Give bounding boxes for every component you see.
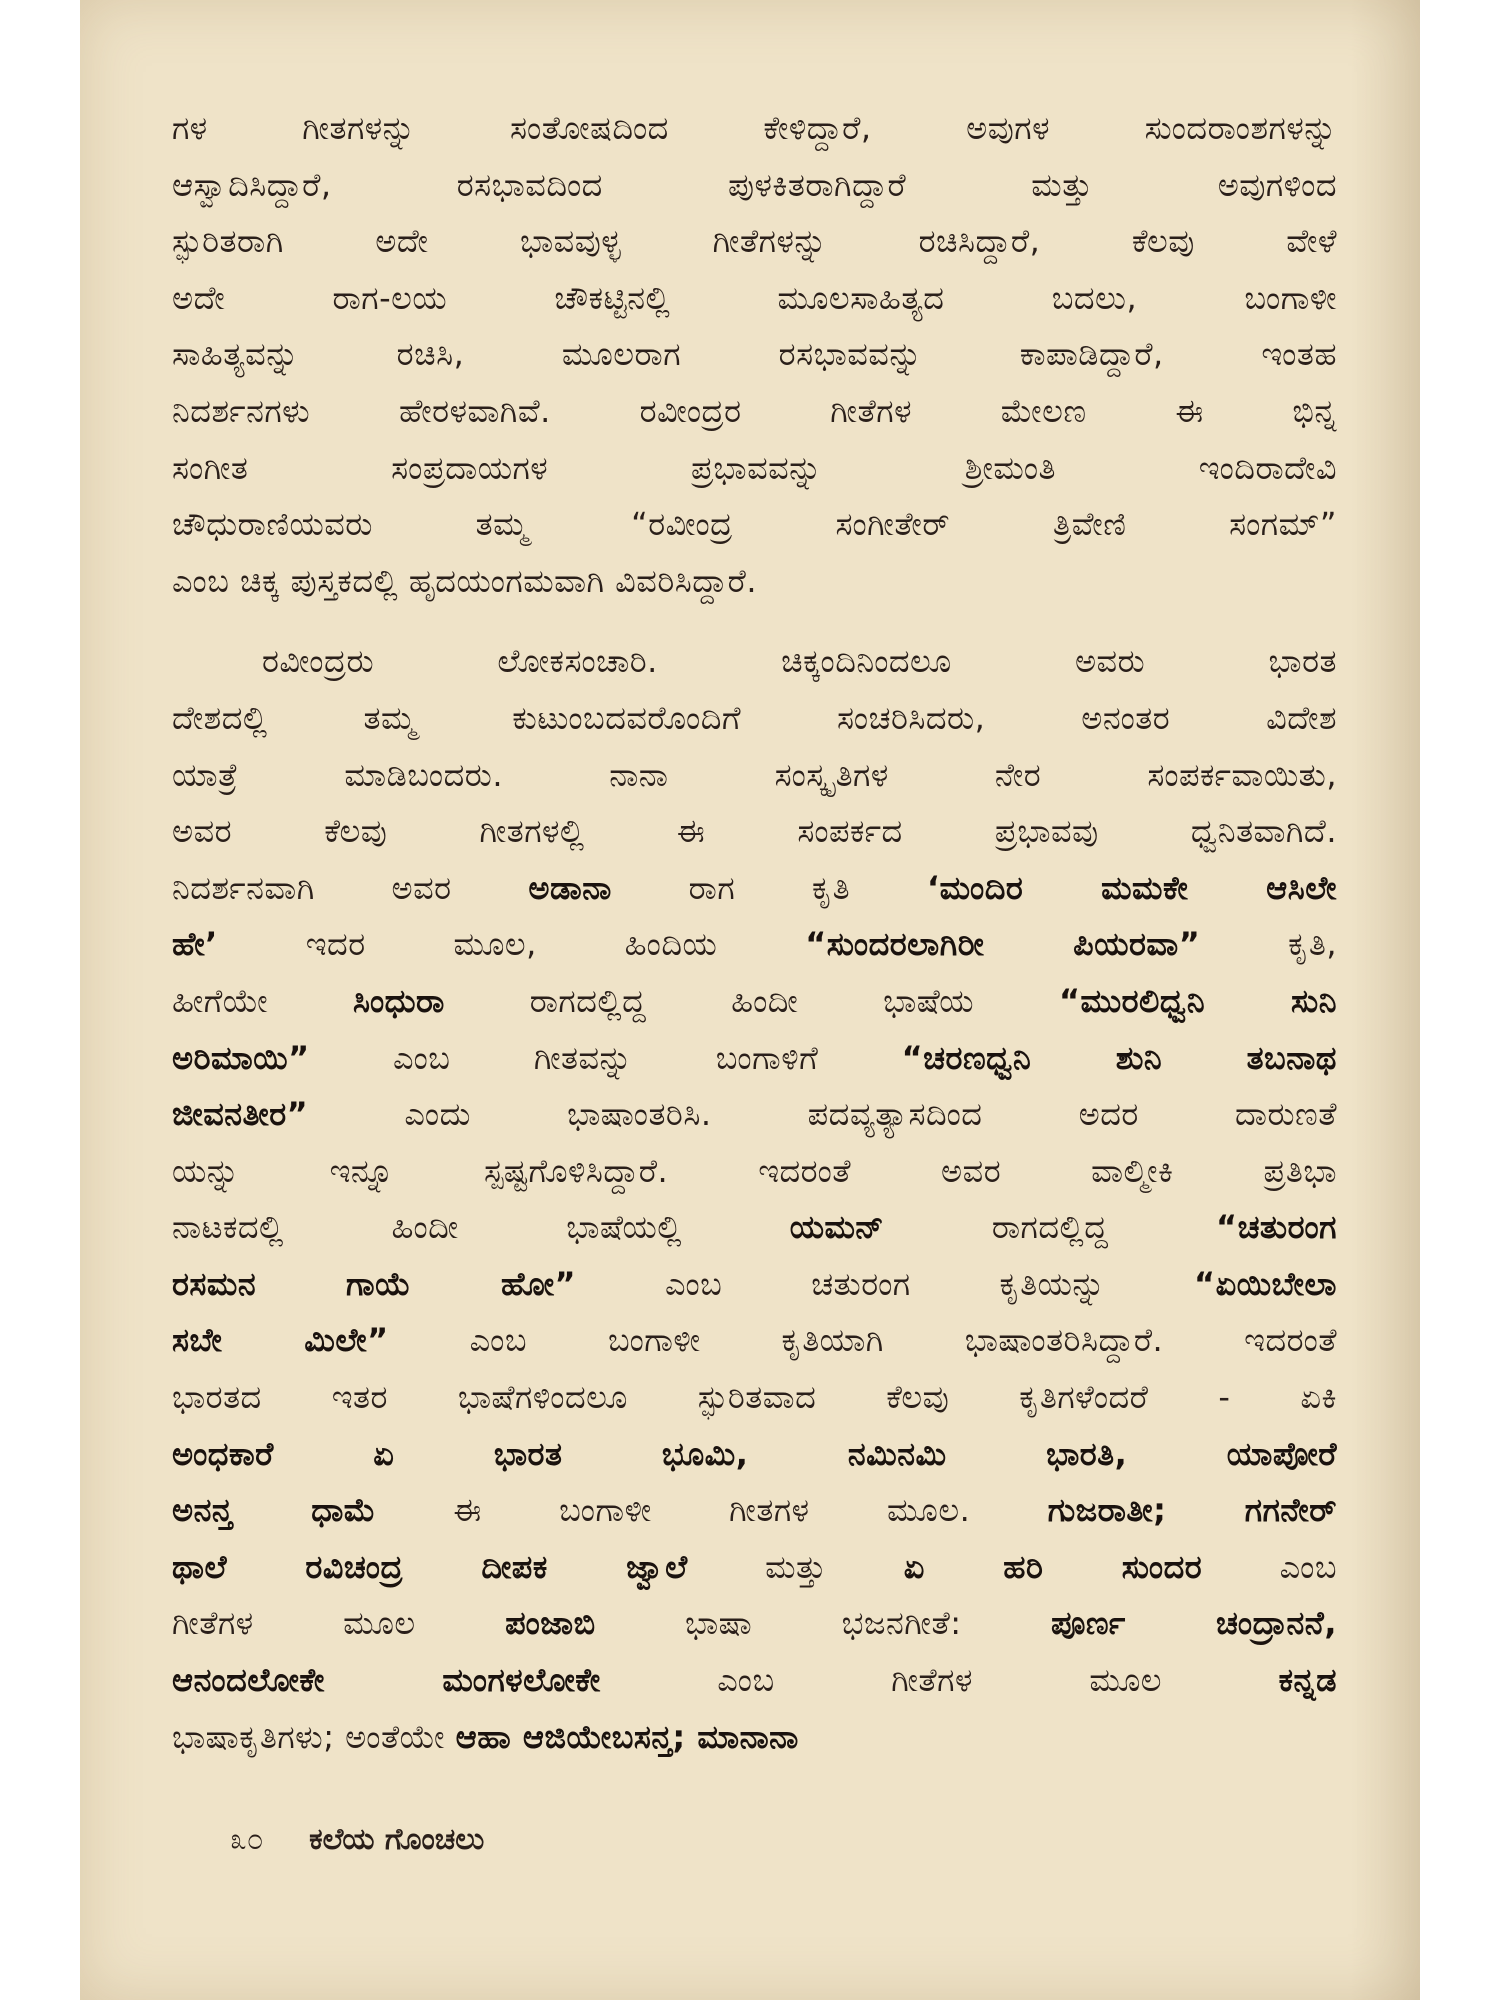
text-run: ಎಂಬ ಬಂಗಾಳೀ ಕೃತಿಯಾಗಿ ಭಾಷಾಂತರಿಸಿದ್ದಾರೆ. ಇದರಂತೆ bbox=[388, 1321, 1337, 1360]
text-line bbox=[172, 1709, 1337, 1766]
song-title: ಅರಿಮಾಯಿ” bbox=[172, 1038, 310, 1077]
text-line bbox=[172, 1652, 1337, 1709]
text-run: ಎಂಬ ಗೀತೆಗಳ ಮೂಲ bbox=[600, 1661, 1279, 1700]
song-title: ‘ಮಂದಿರ ಮಮಕೇ ಆಸಿಲೇ bbox=[926, 868, 1337, 907]
text-line: ಆಸ್ವಾದಿಸಿದ್ದಾರೆ, ರಸಭಾವದಿಂದ ಪುಳಕಿತರಾಗಿದ್ದಾರೆ ಮತ್ತು ಅವುಗಳಿಂದ bbox=[172, 165, 1337, 204]
text-line: ಚೌಧುರಾಣಿಯವರು ತಮ್ಮ “ರವೀಂದ್ರ ಸಂಗೀತೇರ್ ತ್ರಿವೇಣಿ ಸಂಗಮ್” bbox=[172, 505, 1337, 544]
language-name: ಕನ್ನಡ bbox=[1278, 1661, 1337, 1700]
text-line bbox=[172, 1426, 1337, 1483]
song-title: ರಸಮನ ಗಾಯೆ ಹೋ” bbox=[172, 1264, 577, 1303]
text-run: ಈ ಬಂಗಾಳೀ ಗೀತಗಳ ಮೂಲ. bbox=[375, 1491, 1048, 1530]
song-title: ಪೂರ್ಣ ಚಂದ್ರಾನನೆ, bbox=[1050, 1604, 1337, 1643]
song-title: ಥಾಲೆ ರವಿಚಂದ್ರ ದೀಪಕ ಜ್ವಾಲೆ bbox=[172, 1547, 688, 1586]
language-song-title: ಗುಜರಾತೀ; ಗಗನೇರ್ bbox=[1047, 1491, 1337, 1530]
text-line bbox=[172, 1482, 1337, 1539]
text-run: ಇದರ ಮೂಲ, ಹಿಂದಿಯ bbox=[217, 925, 806, 964]
page-body-text bbox=[172, 100, 1337, 1765]
text-line bbox=[172, 916, 1337, 973]
text-run: ಹೀಗೆಯೇ bbox=[172, 981, 353, 1020]
text-run: ರಾಗದಲ್ಲಿದ್ದ ಹಿಂದೀ ಭಾಷೆಯ bbox=[444, 981, 1059, 1020]
text-run: ರಾಗದಲ್ಲಿದ್ದ bbox=[884, 1208, 1217, 1247]
text-run: ರಾಗ ಕೃತಿ bbox=[611, 868, 927, 907]
text-line bbox=[172, 1086, 1337, 1143]
text-line bbox=[172, 1030, 1337, 1087]
text-run: ಎಂಬ ಚತುರಂಗ ಕೃತಿಯನ್ನು bbox=[576, 1264, 1195, 1303]
page-number: ೩೦ bbox=[230, 1822, 264, 1857]
song-title: “ಏಯಿಬೇಲಾ bbox=[1194, 1264, 1337, 1303]
text-line bbox=[172, 1539, 1337, 1596]
text-line: ಅದೇ ರಾಗ-ಲಯ ಚೌಕಟ್ಟಿನಲ್ಲಿ ಮೂಲಸಾಹಿತ್ಯದ ಬದಲು, ಬಂಗಾಳೀ bbox=[172, 278, 1337, 317]
text-line bbox=[172, 860, 1337, 917]
text-run: ಭಾಷಾ ಭಜನಗೀತೆ: bbox=[595, 1604, 1051, 1643]
song-title: ಏ ಹರಿ ಸುಂದರ bbox=[903, 1547, 1203, 1586]
raga-name: ಅಡಾನಾ bbox=[528, 868, 612, 907]
song-title: ಜೀವನತೀರ” bbox=[172, 1095, 309, 1134]
text-line: ಸಾಹಿತ್ಯವನ್ನು ರಚಿಸಿ, ಮೂಲರಾಗ ರಸಭಾವವನ್ನು ಕಾಪಾಡಿದ್ದಾರೆ, ಇಂತಹ bbox=[172, 335, 1337, 374]
text-line: ಅವರ ಕೆಲವು ಗೀತಗಳಲ್ಲಿ ಈ ಸಂಪರ್ಕದ ಪ್ರಭಾವವು ಧ್ವನಿತವಾಗಿದೆ. bbox=[172, 812, 1337, 851]
text-line bbox=[172, 1595, 1337, 1652]
text-run: ಎಂಬ ಗೀತವನ್ನು ಬಂಗಾಳಿಗೆ bbox=[309, 1038, 902, 1077]
text-run: ರವೀಂದ್ರರು ಲೋಕಸಂಚಾರಿ. ಚಿಕ್ಕಂದಿನಿಂದಲೂ ಅವರು ಭಾರತ bbox=[262, 642, 1337, 681]
text-line bbox=[172, 633, 1337, 690]
text-line: ಗಳ ಗೀತಗಳನ್ನು ಸಂತೋಷದಿಂದ ಕೇಳಿದ್ದಾರೆ, ಅವುಗಳ ಸುಂದರಾಂಶಗಳನ್ನು bbox=[172, 109, 1337, 147]
song-title: ಹೇ’ bbox=[172, 925, 218, 964]
text-line: ದೇಶದಲ್ಲಿ ತಮ್ಮ ಕುಟುಂಬದವರೊಂದಿಗೆ ಸಂಚರಿಸಿದರು, ಅನಂತರ ವಿದೇಶ bbox=[172, 698, 1337, 737]
text-run: ಎಂಬ bbox=[1202, 1547, 1337, 1586]
page-footer bbox=[230, 1822, 484, 1857]
running-title: ಕಲೆಯ ಗೊಂಚಲು bbox=[309, 1822, 485, 1857]
text-line bbox=[172, 1256, 1337, 1313]
song-title: ಸಬೇ ಮಿಲೇ” bbox=[172, 1321, 389, 1360]
paragraph-gap bbox=[172, 609, 1337, 633]
text-line bbox=[172, 1312, 1337, 1369]
text-run: ನಾಟಕದಲ್ಲಿ ಹಿಂದೀ ಭಾಷೆಯಲ್ಲಿ bbox=[172, 1208, 790, 1247]
text-run: ಗೀತೆಗಳ ಮೂಲ bbox=[172, 1604, 506, 1643]
text-line: ನಿದರ್ಶನಗಳು ಹೇರಳವಾಗಿವೆ. ರವೀಂದ್ರರ ಗೀತೆಗಳ ಮೇಲಣ ಈ ಭಿನ್ನ bbox=[172, 391, 1337, 430]
text-line: ಯಾತ್ರೆ ಮಾಡಿಬಂದರು. ನಾನಾ ಸಂಸ್ಕೃತಿಗಳ ನೇರ ಸಂಪರ್ಕವಾಯಿತು, bbox=[172, 755, 1337, 794]
song-title: “ಚರಣಧ್ವನಿ ಶುನಿ ತಬನಾಥ bbox=[901, 1038, 1337, 1077]
book-page bbox=[80, 0, 1420, 2000]
text-run: ಭಾಷಾಕೃತಿಗಳು; ಅಂತೆಯೇ bbox=[172, 1717, 456, 1756]
text-run: ನಿದರ್ಶನವಾಗಿ ಅವರ bbox=[172, 868, 529, 907]
song-title: “ಮುರಲಿಧ್ವನಿ ಸುನಿ bbox=[1058, 981, 1337, 1020]
text-line: ಸ್ಫುರಿತರಾಗಿ ಅದೇ ಭಾವವುಳ್ಳ ಗೀತೆಗಳನ್ನು ರಚಿಸಿದ್ದಾರೆ, ಕೆಲವು ವೇಳೆ bbox=[172, 222, 1337, 261]
language-name: ಪಂಜಾಬಿ bbox=[505, 1604, 596, 1643]
text-line: ಸಂಗೀತ ಸಂಪ್ರದಾಯಗಳ ಪ್ರಭಾವವನ್ನು ಶ್ರೀಮಂತಿ ಇಂದಿರಾದೇವಿ bbox=[172, 448, 1337, 487]
song-title: ಆನಂದಲೋಕೇ ಮಂಗಳಲೋಕೇ bbox=[172, 1661, 601, 1700]
raga-name: ಯಮನ್ bbox=[789, 1208, 885, 1247]
song-title: ಅಂಧಕಾರೆ ಏ ಭಾರತ ಭೂಮಿ, ನಮಿನಮಿ ಭಾರತಿ, ಯಾಪೋರೆ bbox=[172, 1434, 1337, 1473]
text-run: ಕೃತಿ, bbox=[1200, 925, 1337, 964]
song-title: ಅನನ್ತ ಧಾಮೆ bbox=[172, 1491, 376, 1530]
text-line bbox=[172, 1199, 1337, 1256]
text-run: ಮತ್ತು bbox=[687, 1547, 904, 1586]
song-title: “ಚತುರಂಗ bbox=[1216, 1208, 1337, 1247]
text-line: ಯನ್ನು ಇನ್ನೂ ಸ್ಪಷ್ಟಗೊಳಿಸಿದ್ದಾರೆ. ಇದರಂತೆ ಅವರ ವಾಲ್ಮೀಕಿ ಪ್ರತಿಭಾ bbox=[172, 1151, 1337, 1190]
raga-name: ಸಿಂಧುರಾ bbox=[353, 981, 445, 1020]
song-title: “ಸುಂದರಲಾಗಿರೀ ಪಿಯರವಾ” bbox=[805, 925, 1201, 964]
text-line: ಭಾರತದ ಇತರ ಭಾಷೆಗಳಿಂದಲೂ ಸ್ಫುರಿತವಾದ ಕೆಲವು ಕೃತಿಗಳೆಂದರೆ - ಏಕಿ bbox=[172, 1378, 1337, 1417]
text-line bbox=[172, 973, 1337, 1030]
text-line: ಎಂಬ ಚಿಕ್ಕ ಪುಸ್ತಕದಲ್ಲಿ ಹೃದಯಂಗಮವಾಗಿ ವಿವರಿಸಿದ್ದಾರೆ. bbox=[172, 561, 758, 600]
song-title: ಆಹಾ ಆಜಿಯೇಬಸನ್ತ; ಮಾನಾನಾ bbox=[455, 1717, 799, 1756]
text-run: ಎಂದು ಭಾಷಾಂತರಿಸಿ. ಪದವ್ಯತ್ಯಾಸದಿಂದ ಅದರ ದಾರುಣತೆ bbox=[308, 1095, 1337, 1134]
